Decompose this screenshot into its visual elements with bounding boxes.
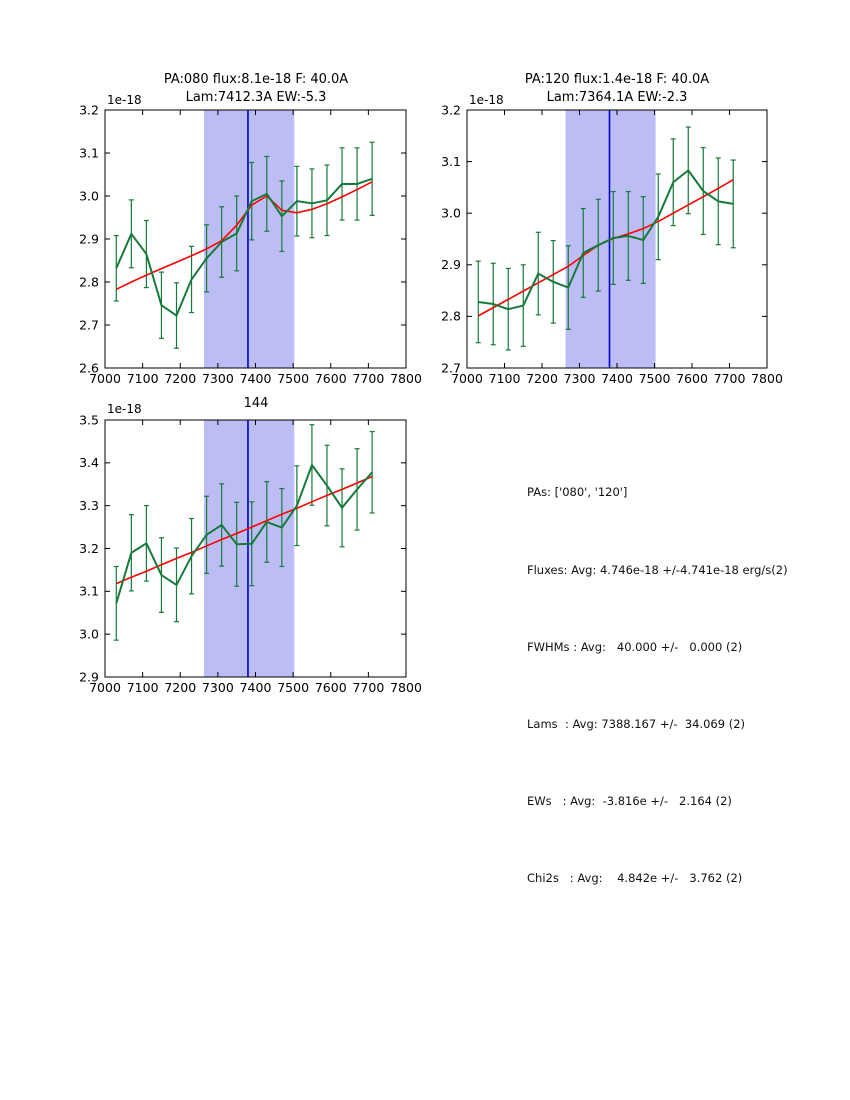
x-tick-label: 7000 — [89, 371, 121, 386]
plot-pa120 — [441, 102, 783, 386]
plot-title-line: 144 — [243, 396, 269, 411]
y-tick-label: 2.9 — [79, 231, 99, 247]
y-tick-label: 3.5 — [79, 412, 99, 428]
x-tick-label: 7500 — [638, 371, 671, 386]
stats-line-lams: Lams : Avg: 7388.167 +/- 34.069 (2) — [527, 716, 746, 731]
fit-window-band — [204, 110, 294, 368]
y-tick-label: 3.0 — [79, 188, 99, 204]
x-tick-label: 7100 — [126, 680, 159, 695]
x-tick-label: 7400 — [239, 680, 272, 695]
x-tick-label: 7800 — [751, 371, 783, 386]
y-tick-label: 3.1 — [79, 145, 99, 161]
x-tick-label: 7300 — [201, 680, 234, 695]
stats-line-pas: PAs: ['080', '120'] — [527, 485, 628, 500]
stats-line-chi2s: Chi2s : Avg: 4.842e +/- 3.762 (2) — [527, 870, 743, 885]
x-tick-label: 7100 — [488, 371, 521, 386]
stats-line-fwhms: FWHMs : Avg: 40.000 +/- 0.000 (2) — [527, 639, 743, 654]
x-tick-label: 7200 — [164, 680, 197, 695]
x-tick-label: 7600 — [314, 371, 347, 386]
y-tick-label: 3.3 — [79, 497, 99, 513]
y-tick-label: 2.6 — [79, 360, 99, 376]
plot-title-pa080 — [105, 71, 407, 106]
plot-title-line: PA:120 flux:1.4e-18 F: 40.0A — [524, 72, 710, 87]
x-tick-label: 7500 — [277, 371, 310, 386]
x-tick-label: 7400 — [601, 371, 633, 386]
x-tick-label: 7600 — [676, 371, 708, 386]
y-tick-label: 3.4 — [79, 455, 99, 471]
plot-title-line: PA:080 flux:8.1e-18 F: 40.0A — [163, 72, 349, 87]
y-axis-offset-label: 1e-18 — [107, 93, 142, 107]
x-tick-label: 7200 — [164, 371, 197, 386]
y-tick-label: 2.9 — [79, 669, 99, 685]
y-axis-offset-label: 1e-18 — [107, 402, 142, 416]
x-tick-label: 7300 — [563, 371, 596, 386]
x-tick-label: 7400 — [239, 371, 272, 386]
y-tick-label: 2.7 — [441, 360, 461, 376]
fit-window-band — [204, 420, 294, 677]
x-tick-label: 7000 — [451, 371, 483, 386]
x-tick-label: 7700 — [352, 371, 385, 386]
x-tick-label: 7700 — [352, 680, 385, 695]
plot-title-pa120 — [466, 71, 768, 106]
x-tick-label: 7100 — [126, 371, 159, 386]
y-tick-label: 2.9 — [441, 257, 461, 273]
x-tick-label: 7600 — [314, 680, 347, 695]
y-tick-label: 2.7 — [79, 317, 99, 333]
y-tick-label: 3.1 — [79, 583, 99, 599]
x-tick-label: 7000 — [89, 680, 121, 695]
x-tick-label: 7700 — [713, 371, 746, 386]
plot-title-line: Lam:7364.1A EW:-2.3 — [546, 89, 688, 105]
y-tick-label: 3.1 — [441, 153, 461, 169]
x-tick-label: 7200 — [526, 371, 558, 386]
y-tick-label: 3.0 — [79, 626, 99, 642]
y-tick-label: 3.2 — [441, 102, 461, 118]
plot-title-144 — [105, 395, 407, 413]
stats-block — [527, 429, 788, 943]
plot-sum144 — [79, 412, 422, 695]
stats-line-ews: EWs : Avg: -3.816e +/- 2.164 (2) — [527, 793, 732, 808]
stats-line-fluxes: Fluxes: Avg: 4.746e-18 +/-4.741e-18 erg/s(2) — [527, 562, 788, 577]
y-tick-label: 3.2 — [79, 102, 99, 118]
plot-title-line: Lam:7412.3A EW:-5.3 — [185, 89, 327, 105]
x-tick-label: 7300 — [201, 371, 234, 386]
x-tick-label: 7500 — [277, 680, 310, 695]
y-tick-label: 2.8 — [79, 274, 99, 290]
y-tick-label: 3.2 — [79, 540, 99, 556]
plot-pa080 — [79, 102, 422, 386]
x-tick-label: 7800 — [390, 371, 422, 386]
y-tick-label: 3.0 — [441, 205, 461, 221]
y-tick-label: 2.8 — [441, 308, 461, 324]
y-axis-offset-label: 1e-18 — [469, 93, 504, 107]
x-tick-label: 7800 — [390, 680, 422, 695]
